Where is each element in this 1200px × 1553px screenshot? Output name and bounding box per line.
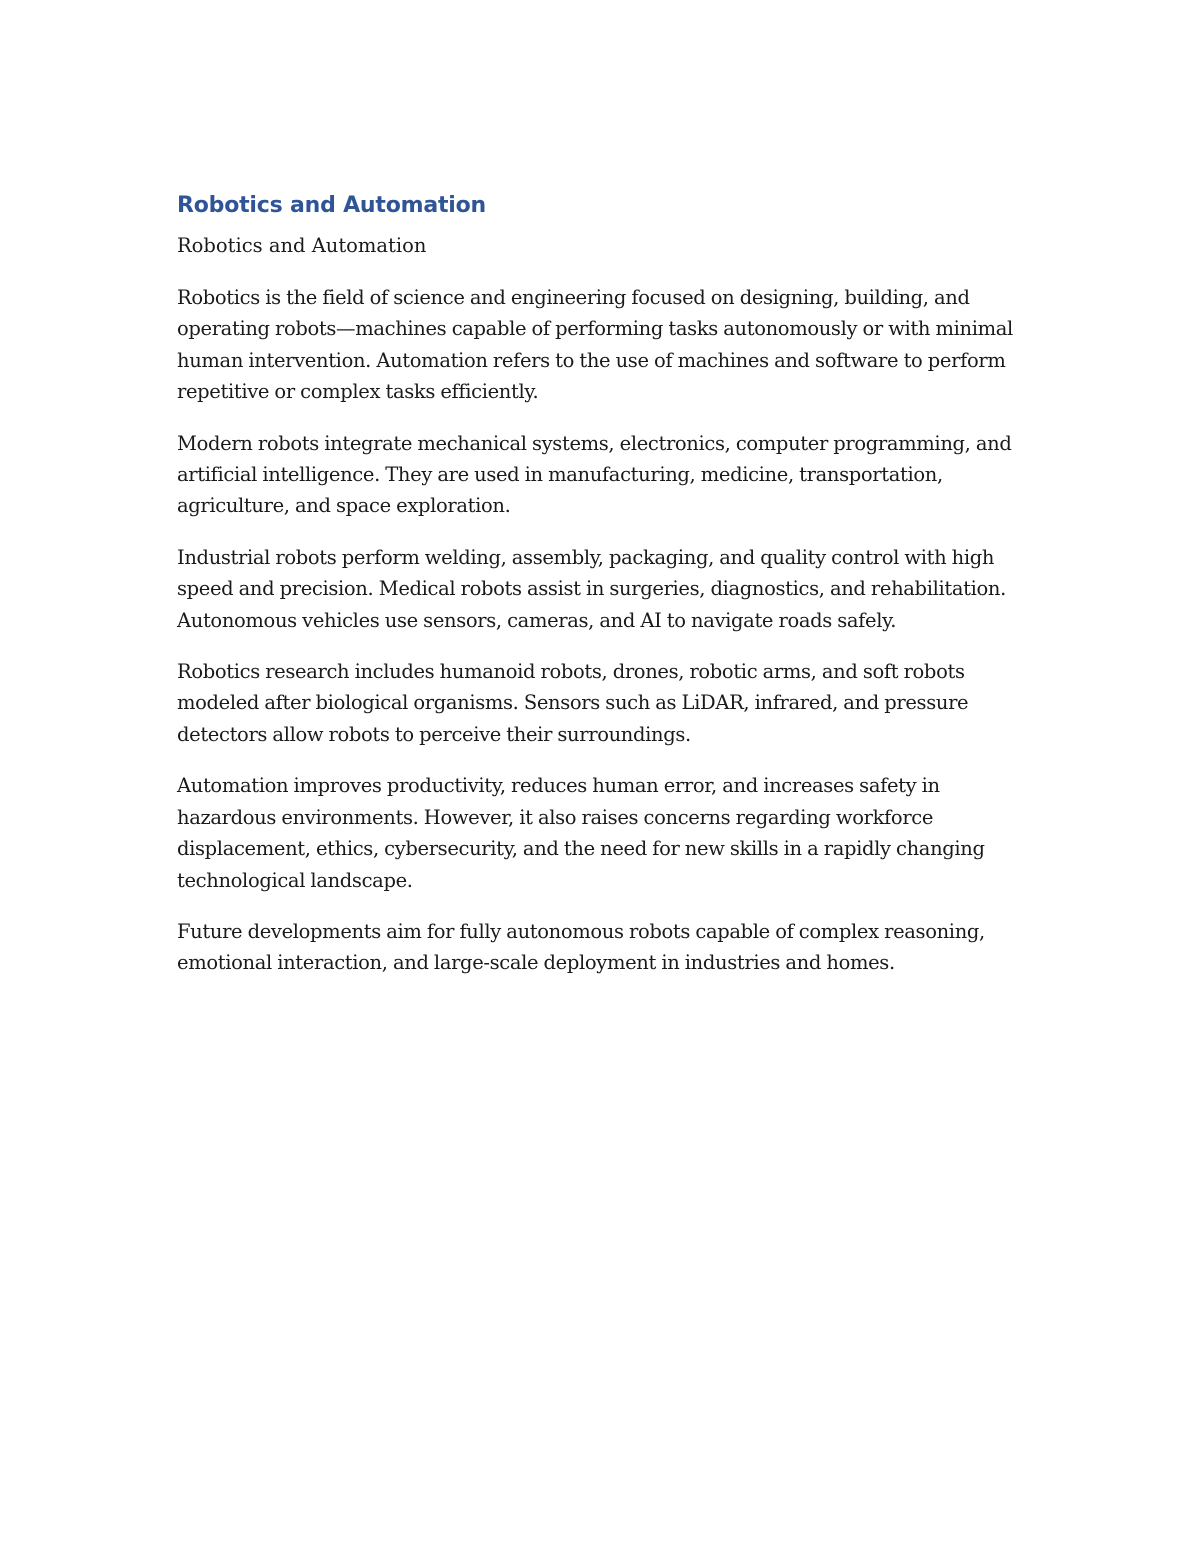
paragraph-modern-robots: Modern robots integrate mechanical systems, electronics, computer programming, and artificial intelligence. They are used in manufacturing, medicine, transportation, agriculture, and space exploration.	[177, 431, 1012, 518]
paragraph-research: Robotics research includes humanoid robots, drones, robotic arms, and soft robots modeled after biological organisms. Sensors such as LiDAR, infrared, and pressure detectors allow robots to perceive their surroundings.	[177, 660, 969, 746]
document-subtitle: Robotics and Automation	[177, 234, 427, 257]
document-heading: Robotics and Automation	[177, 193, 487, 218]
paragraph-future: Future developments aim for fully autonomous robots capable of complex reasoning, emotional interaction, and large-scale deployment in industries and homes.	[177, 919, 985, 975]
paragraph-automation-impact: Automation improves productivity, reduces human error, and increases safety in hazardous environments. However, it also raises concerns regarding workforce displacement, ethics, cybersecurity, and the need for new skills in a rapidly changing technological landscape.	[177, 774, 985, 892]
paragraph-intro: Robotics is the field of science and engineering focused on designing, building, and operating robots—machines capable of performing tasks autonomously or with minimal human intervention. Automation refers to the use of machines and software to perform repetitive or complex tasks efficiently.	[177, 286, 1013, 404]
paragraph-industrial-robots: Industrial robots perform welding, assembly, packaging, and quality control with high speed and precision. Medical robots assist in surgeries, diagnostics, and rehabilitation. Autonomous vehicles use sensors, cameras, and AI to navigate roads safely.	[177, 545, 1006, 632]
document-body	[177, 190, 1037, 999]
